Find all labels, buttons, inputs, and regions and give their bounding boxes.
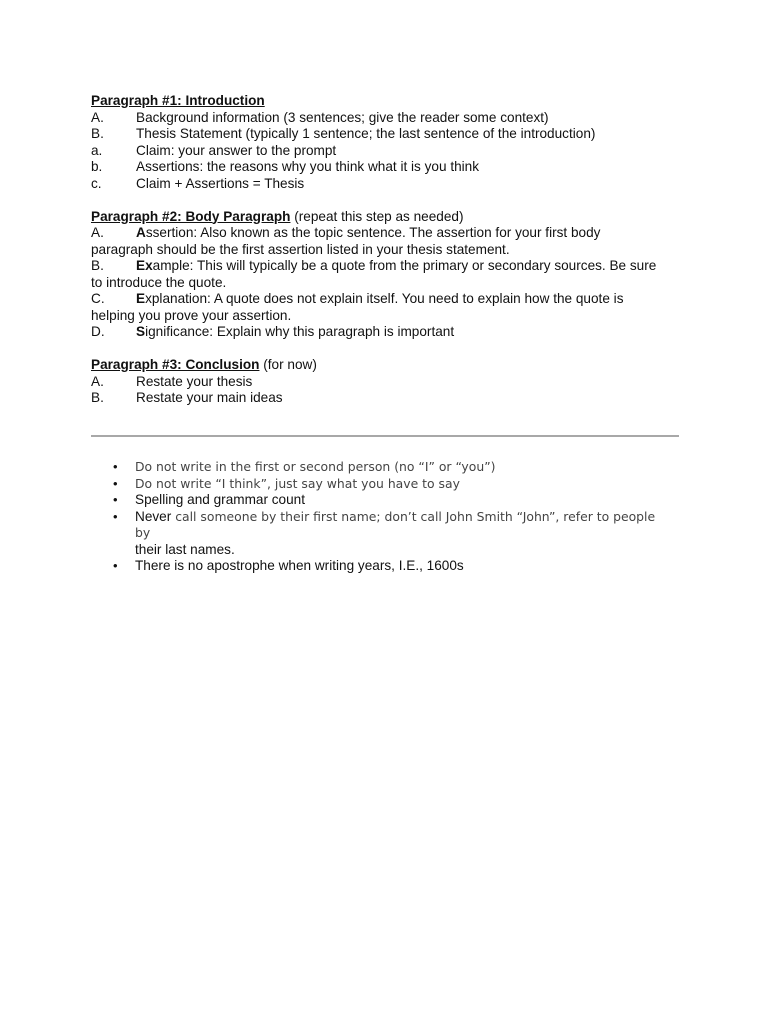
intro-item-marker: A. [91,109,104,125]
intro-item [91,176,681,193]
intro-item-marker: a. [91,142,103,158]
bullet-icon: • [113,459,118,474]
conclusion-item [91,374,681,391]
intro-item-text: Thesis Statement (typically 1 sentence; the last sentence of the introduction) [136,126,596,141]
conclusion-item-marker: B. [91,390,104,405]
intro-item-text: Claim + Assertions = Thesis [136,175,305,191]
bullet-icon: • [113,558,118,573]
body-item-text [136,291,681,308]
intro-heading: Paragraph #1: Introduction [91,93,265,108]
intro-item-text: Claim: your answer to the prompt [136,142,337,158]
horizontal-divider [91,435,679,437]
bullet-icon: • [113,508,118,524]
body-item-continuation: to introduce the quote. [91,274,227,290]
rule-item [113,476,673,493]
bullet-icon: • [113,475,118,491]
intro-section [91,93,681,192]
intro-item [91,126,681,143]
body-item-rest: ample: This will typically be a quote from the primary or secondary sources. Be sure [152,258,657,273]
intro-item [91,110,681,127]
body-item-line [91,258,681,275]
body-item-line [91,291,681,308]
body-item-initial: S [136,324,146,339]
body-item-marker: D. [91,324,105,339]
body-item-text [136,324,681,341]
rule-item [113,509,673,559]
intro-item-marker: c. [91,175,102,191]
rule-text: Spelling and grammar count [135,492,306,507]
intro-heading-line [91,93,681,110]
body-section [91,209,681,341]
body-item [91,324,681,341]
intro-item-marker: b. [91,159,103,174]
rule-text [135,509,673,559]
body-item-rest: ignificance: Explain why this paragraph is important [145,324,455,339]
conclusion-item-marker: A. [91,373,104,389]
rule-text: Do not write in the first or second person (no “I” or “you”) [135,459,496,474]
conclusion-item-text: Restate your thesis [136,373,253,389]
intro-item [91,143,681,160]
body-item [91,291,681,324]
body-item-line [91,225,681,242]
body-item-continuation: helping you prove your assertion. [91,307,292,323]
conclusion-heading-line [91,357,681,374]
conclusion-item [91,390,681,407]
intro-item-marker: B. [91,126,104,141]
body-item-initial: E [136,291,146,306]
body-item [91,225,681,258]
body-item-marker: A. [91,225,104,240]
rule-rest: call someone by their first name; don’t call John Smith “John”, refer to people by [135,508,656,540]
rule-item [113,492,673,509]
body-item-text [136,225,681,242]
spacer [91,341,681,358]
rule-item [113,459,673,476]
rule-continuation: their last names. [135,541,235,557]
intro-item [91,159,681,176]
conclusion-section [91,357,681,407]
writing-rules-list [113,459,673,575]
conclusion-heading-note: (for now) [259,357,317,372]
outline-document [91,93,681,407]
rule-item [113,558,673,575]
body-item-rest: ssertion: Also known as the topic sentence. The assertion for your first body [145,225,601,240]
spacer [91,192,681,209]
body-item [91,258,681,291]
body-item-rest: xplanation: A quote does not explain itself. You need to explain how the quote is [145,291,624,306]
bullet-icon: • [113,492,118,507]
body-heading-note: (repeat this step as needed) [290,208,464,224]
body-item-marker: B. [91,258,104,273]
body-item-line [91,324,681,341]
intro-item-text: Background information (3 sentences; give the reader some context) [136,109,549,125]
body-item-continuation: paragraph should be the first assertion listed in your thesis statement. [91,241,510,257]
body-item-initial: E [136,258,146,273]
rule-text: Do not write “I think”, just say what you have to say [135,475,460,491]
body-item-marker: C. [91,291,105,306]
body-item-text [136,258,681,275]
conclusion-item-text: Restate your main ideas [136,390,283,405]
rule-lead: Never [135,508,172,524]
conclusion-heading: Paragraph #3: Conclusion [91,357,260,372]
body-item-initial: x [145,258,153,273]
intro-item-text: Assertions: the reasons why you think what it is you think [136,159,480,174]
body-heading-line [91,209,681,226]
body-item-initial: A [136,225,146,240]
rule-text: There is no apostrophe when writing years, I.E., 1600s [135,558,464,573]
body-heading: Paragraph #2: Body Paragraph [91,208,291,224]
